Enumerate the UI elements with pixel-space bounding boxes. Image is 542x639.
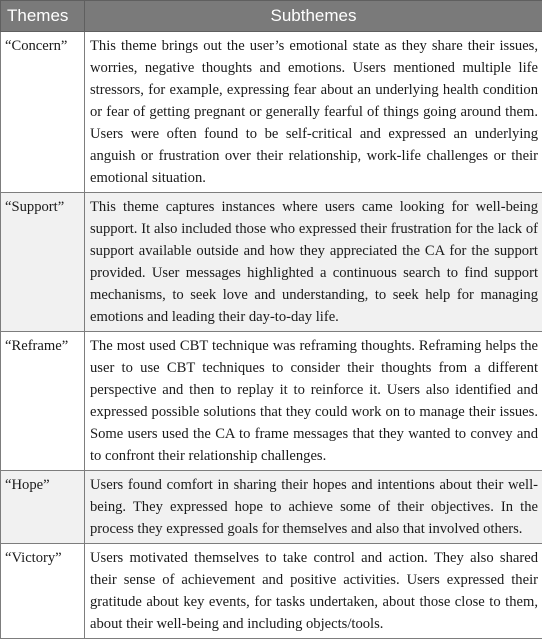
subthemes-column-header: Subthemes bbox=[85, 1, 542, 32]
table-row-victory bbox=[1, 544, 542, 639]
subtheme-cell: The most used CBT technique was reframing thoughts. Reframing helps the user to use CBT techniques to consider their thoughts from a different perspective and then to replay it to reinforce it. Users also identified and expressed possible solutions that they could work on to manage their issues. Some users used the CA to frame messages that they wanted to convey and to confront their relationship challenges. bbox=[85, 332, 542, 471]
subtheme-cell: Users motivated themselves to take control and action. They also shared their sense of achievement and positive activities. Users expressed their gratitude about key events, for tasks undertaken, about those close to them, about their well-being and including objects/tools. bbox=[85, 544, 542, 639]
subtheme-cell: This theme brings out the user’s emotional state as they share their issues, worries, negative thoughts and emotions. Users mentioned multiple life stressors, for example, expressing fear about an underlying health condition or fear of getting pregnant or generally fearful of things going around them. Users were often found to be self-critical and expressed an underlying anguish or frustration over their relationship, work-life challenges or their emotional situation. bbox=[85, 32, 542, 193]
theme-cell: “Support” bbox=[1, 193, 85, 332]
header-row bbox=[1, 1, 542, 32]
theme-cell: “Victory” bbox=[1, 544, 85, 639]
theme-cell: “Concern” bbox=[1, 32, 85, 193]
subtheme-cell: Users found comfort in sharing their hopes and intentions about their well-being. They expressed hope to achieve some of their objectives. In the process they expressed goals for themselves and also that involved others. bbox=[85, 471, 542, 544]
subtheme-cell: This theme captures instances where users came looking for well-being support. It also included those who expressed their frustration for the lack of support available outside and how they appreciated the CA for the support provided. User messages highlighted a continuous search to find support mechanisms, to seek love and understanding, to seek help for managing emotions and leading their day-to-day life. bbox=[85, 193, 542, 332]
table-row-support bbox=[1, 193, 542, 332]
table-row-concern bbox=[1, 32, 542, 193]
table-row-hope bbox=[1, 471, 542, 544]
table-row-reframe bbox=[1, 332, 542, 471]
theme-cell: “Hope” bbox=[1, 471, 85, 544]
theme-cell: “Reframe” bbox=[1, 332, 85, 471]
table-body bbox=[1, 32, 542, 639]
themes-column-header: Themes bbox=[1, 1, 85, 32]
table-header bbox=[1, 1, 542, 32]
